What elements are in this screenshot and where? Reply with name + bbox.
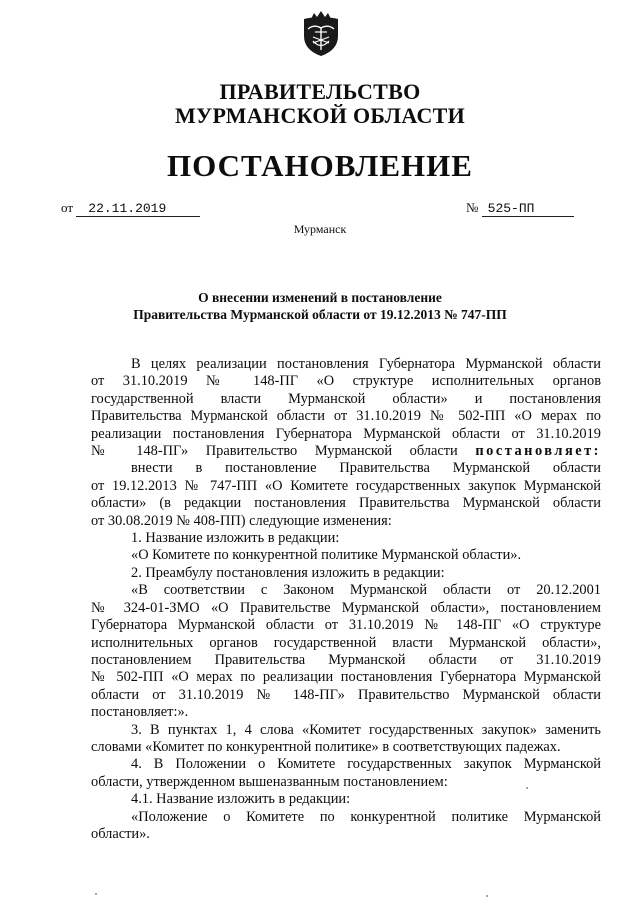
- body-line: 1. Название изложить в редакции:: [131, 530, 340, 547]
- body-line: 3. В пунктах 1, 4 слова «Комитет государственных закупок» заменить: [131, 721, 601, 738]
- body-line: Правительства Мурманской области от 31.10.2019 № 502-ПП «О мерах по: [91, 408, 601, 425]
- body-line: словами «Комитет по конкурентной политике» в соответствующих падежах.: [91, 738, 561, 755]
- document-date: [61, 200, 200, 217]
- document-number: [466, 200, 574, 217]
- document-title-line1: О внесении изменений в постановление: [198, 290, 442, 305]
- body-line: области» (в редакции постановления Правительства Мурманской области: [91, 495, 601, 512]
- body-text: № 148-ПГ» Правительство Мурманской области: [91, 443, 458, 460]
- document-title-line2: Правительства Мурманской области от 19.12.2013 № 747-ПП: [133, 307, 507, 322]
- body-line: от 30.08.2019 № 408-ПП) следующие изменения:: [91, 512, 392, 529]
- body-line: государственной власти Мурманской области» и постановления: [91, 390, 601, 407]
- body-line: области».: [91, 825, 150, 842]
- document-type: ПОСТАНОВЛЕНИЕ: [167, 148, 473, 183]
- body-line: № 324-01-ЗМО «О Правительстве Мурманской области», постановлением: [91, 599, 601, 616]
- body-line: постановлением Правительства Мурманской области от 31.10.2019: [91, 651, 601, 668]
- coat-of-arms-icon: [300, 10, 342, 58]
- body-line: 4.1. Название изложить в редакции:: [131, 791, 351, 808]
- body-line: № 502-ПП «О мерах по реализации постановления Губернатора Мурманской: [91, 669, 601, 686]
- body-line: постановляет:».: [91, 704, 189, 721]
- date-prefix: от: [61, 200, 74, 215]
- body-line: 2. Преамбулу постановления изложить в редакции:: [131, 564, 445, 581]
- organization-name-line1: ПРАВИТЕЛЬСТВО: [219, 79, 421, 104]
- number-prefix: №: [466, 200, 479, 215]
- body-line: Губернатора Мурманской области от 31.10.2019 № 148-ПГ «О структуре: [91, 617, 601, 634]
- body-line: исполнительных органов государственной власти Мурманской области»,: [91, 634, 601, 651]
- date-value: 22.11.2019: [76, 201, 200, 217]
- decree-keyword: постановляет:: [475, 443, 601, 460]
- body-line: «О Комитете по конкурентной политике Мурманской области».: [131, 547, 522, 564]
- scan-speck: [526, 787, 528, 789]
- scan-speck: [486, 895, 488, 897]
- number-value: 525-ПП: [482, 201, 574, 217]
- organization-name-line2: МУРМАНСКОЙ ОБЛАСТИ: [174, 103, 466, 128]
- body-line: области, утвержденном вышеназванным постановлением:: [91, 773, 448, 790]
- document-body: [91, 356, 601, 843]
- scan-speck: [95, 893, 97, 895]
- body-line: «Положение о Комитете по конкурентной политике Мурманской: [131, 808, 601, 825]
- body-line: [91, 443, 601, 460]
- body-line: 4. В Положении о Комитете государственных закупок Мурманской: [131, 756, 601, 773]
- body-line: В целях реализации постановления Губернатора Мурманской области: [131, 356, 601, 372]
- body-line: от 31.10.2019 № 148-ПГ «О структуре исполнительных органов: [91, 373, 601, 390]
- body-line: от 19.12.2013 № 747-ПП «О Комитете государственных закупок Мурманской: [91, 477, 601, 494]
- body-line: области от 31.10.2019 № 148-ПГ» Правительство Мурманской области: [91, 686, 601, 703]
- city: Мурманск: [293, 222, 347, 236]
- body-line: внести в постановление Правительства Мурманской области: [131, 460, 601, 477]
- body-line: «В соответствии с Законом Мурманской области от 20.12.2001: [131, 582, 601, 599]
- body-line: реализации постановления Губернатора Мурманской области от 31.10.2019: [91, 425, 601, 442]
